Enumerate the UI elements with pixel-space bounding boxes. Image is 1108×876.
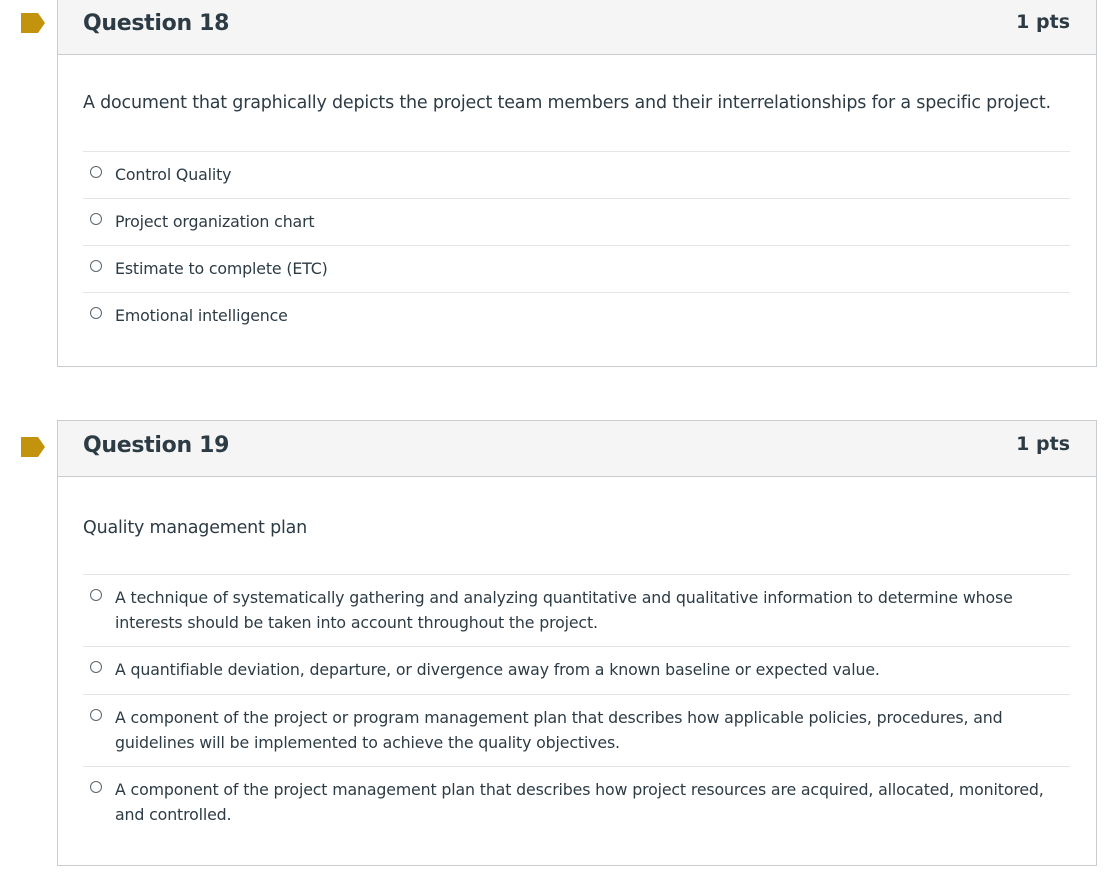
answer-option[interactable] xyxy=(83,694,1070,766)
answer-option[interactable] xyxy=(83,574,1070,646)
answer-label[interactable]: Emotional intelligence xyxy=(115,306,288,325)
question-card-19 xyxy=(57,420,1097,866)
radio-button[interactable] xyxy=(90,661,102,673)
flag-icon[interactable] xyxy=(21,437,45,457)
question-header xyxy=(58,0,1096,55)
flag-icon[interactable] xyxy=(21,13,45,33)
answer-option[interactable] xyxy=(83,151,1070,198)
radio-button[interactable] xyxy=(90,589,102,601)
answer-label[interactable]: Project organization chart xyxy=(115,212,315,231)
radio-button[interactable] xyxy=(90,260,102,272)
answer-option[interactable] xyxy=(83,292,1070,339)
radio-button[interactable] xyxy=(90,709,102,721)
answer-option[interactable] xyxy=(83,646,1070,694)
radio-button[interactable] xyxy=(90,166,102,178)
radio-button[interactable] xyxy=(90,307,102,319)
answer-label[interactable]: Estimate to complete (ETC) xyxy=(115,259,328,278)
answer-list xyxy=(83,574,1070,838)
radio-button[interactable] xyxy=(90,781,102,793)
answer-option[interactable] xyxy=(83,766,1070,838)
radio-button[interactable] xyxy=(90,213,102,225)
question-text: A document that graphically depicts the project team members and their interrelationships for a specific project. xyxy=(83,93,1051,113)
answer-option[interactable] xyxy=(83,198,1070,245)
question-card-18 xyxy=(57,0,1097,367)
answer-label[interactable]: A component of the project or program management plan that describes how applicable policies, procedures, and guidelines will be implemented to achieve the quality objectives. xyxy=(115,708,1003,752)
answer-option[interactable] xyxy=(83,245,1070,292)
question-points: 1 pts xyxy=(1016,11,1070,33)
question-title: Question 18 xyxy=(83,11,230,36)
question-text: Quality management plan xyxy=(83,518,308,538)
answer-list xyxy=(83,151,1070,339)
question-title: Question 19 xyxy=(83,433,230,458)
answer-label[interactable]: Control Quality xyxy=(115,165,232,184)
question-points: 1 pts xyxy=(1016,433,1070,455)
answer-label[interactable]: A technique of systematically gathering and analyzing quantitative and qualitative information to determine whose interests should be taken into account throughout the project. xyxy=(115,588,1013,632)
question-header xyxy=(58,421,1096,477)
answer-label[interactable]: A quantifiable deviation, departure, or divergence away from a known baseline or expected value. xyxy=(115,660,880,679)
answer-label[interactable]: A component of the project management plan that describes how project resources are acquired, allocated, monitored, and controlled. xyxy=(115,780,1044,824)
